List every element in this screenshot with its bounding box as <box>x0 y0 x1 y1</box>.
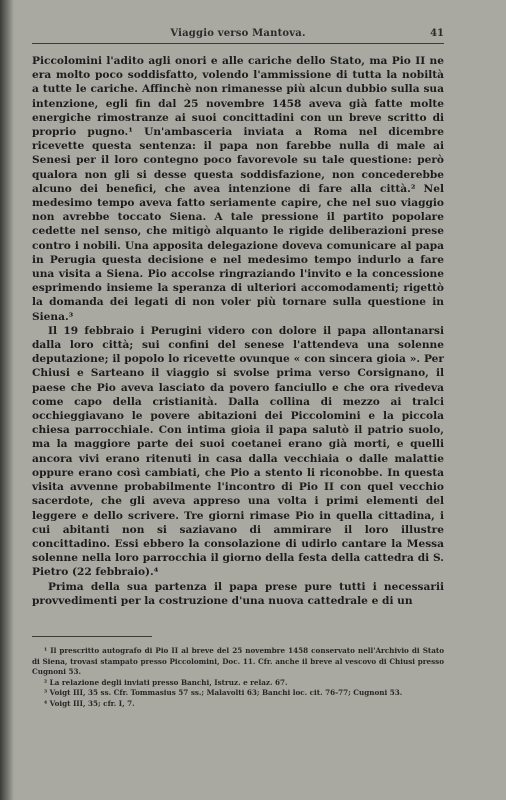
body-paragraph: Prima della sua partenza il papa prese pure tutti i necessarii provvedimenti per la costruzione d'una nuova cattedrale e di un <box>32 580 444 607</box>
body-paragraph: Piccolomini l'adito agli onori e alle cariche dello Stato, ma Pio II ne era molto poco soddisfatto, volendo l'ammissione di tutta la nobiltà a tutte le cariche. Affinchè non rimanesse più alcun dubbio sulla sua intenzione, egli fin dal 25 novembre 1458 aveva già fatte molte energiche rimostranze ai suoi concittadini con un breve scritto di proprio pugno.¹ Un'ambasceria inviata a Roma nel dicembre ricevette questa sentenza: il papa non farebbe nulla di male ai Senesi per il loro contegno poco favorevole su tale questione: però qualora non gli si desse questa soddisfazione, non concederebbe alcuno dei benefici, che avea intenzione di fare alla città.² Nel medesimo tempo aveva fatto seriamente capire, che nel suo viaggio non avrebbe toccato Siena. A tale pressione il partito popolare cedette nel senso, che mitigò alquanto le rigide deliberazioni prese contro i nobili. Una apposita delegazione doveva comunicare al papa in Perugia questa decisione e nel medesimo tempo indurlo a fare una visita a Siena. Pio accolse ringraziando l'invito e la concessione esprimendo insieme la speranza di ulteriori accomodamenti; rigettò la domanda dei legati di non voler più tornare sulla questione in Siena.³ <box>32 55 444 323</box>
footnote: ³ Voigt III, 35 ss. Cfr. Tommasius 57 ss.; Malavolti 63; Banchi loc. cit. 76-77; Cugnoni 53. <box>44 688 403 698</box>
header-rule <box>32 43 444 44</box>
footnote: ² La relazione degli inviati presso Banchi, Istruz. e relaz. 67. <box>44 677 288 687</box>
footnote: ¹ Il prescritto autografo di Pio II al breve del 25 novembre 1458 conservato nell'Archivio di Stato di Siena, trovasi stampato presso Piccolomini, Doc. 11. Cfr. anche il breve al vescovo di Chiusi presso Cugnoni 53. <box>32 646 444 677</box>
footnotes <box>32 646 444 710</box>
running-header <box>32 28 444 44</box>
running-title: Viaggio verso Mantova. <box>170 28 306 39</box>
body-text <box>32 54 444 608</box>
footnote: ⁴ Voigt III, 35; cfr. I, 7. <box>44 698 135 708</box>
page-gutter-shadow <box>0 0 14 800</box>
body-paragraph: Il 19 febbraio i Perugini videro con dolore il papa allontanarsi dalla loro città; sui confini del senese l'attendeva una solenne deputazione; il popolo lo ricevette ovunque « con sincera gioia ». Per Chiusi e Sarteano il viaggio si svolse prima verso Corsignano, il paese che Pio aveva lasciato da povero fanciullo e che ora rivedeva come capo della cristianità. Dalla collina di mezzo ai tralci occhieggiavano le povere abitazioni dei Piccolomini e la piccola chiesa parrocchiale. Con intima gioia il papa salutò il patrio suolo, ma la maggiore parte dei suoi coetanei erano già morti, e quelli ancora vivi erano ritenuti in casa dalla vecchiaia o dalle malattie oppure erano così cambiati, che Pio a stento li riconobbe. In questa visita avvenne probabilmente l'incontro di Pio II con quel vecchio sacerdote, che gli aveva appreso una volta i primi elementi del leggere e dello scrivere. Tre giorni rimase Pio in quella cittadina, i cui abitanti non si saziavano di ammirare il loro illustre concittadino. Essi ebbero la consolazione di udirlo cantare la Messa solenne nella loro parrocchia il giorno della festa della cattedra di S. Pietro (22 febbraio).⁴ <box>32 324 444 579</box>
page-number: 41 <box>430 28 444 39</box>
footnote-rule <box>32 636 152 637</box>
